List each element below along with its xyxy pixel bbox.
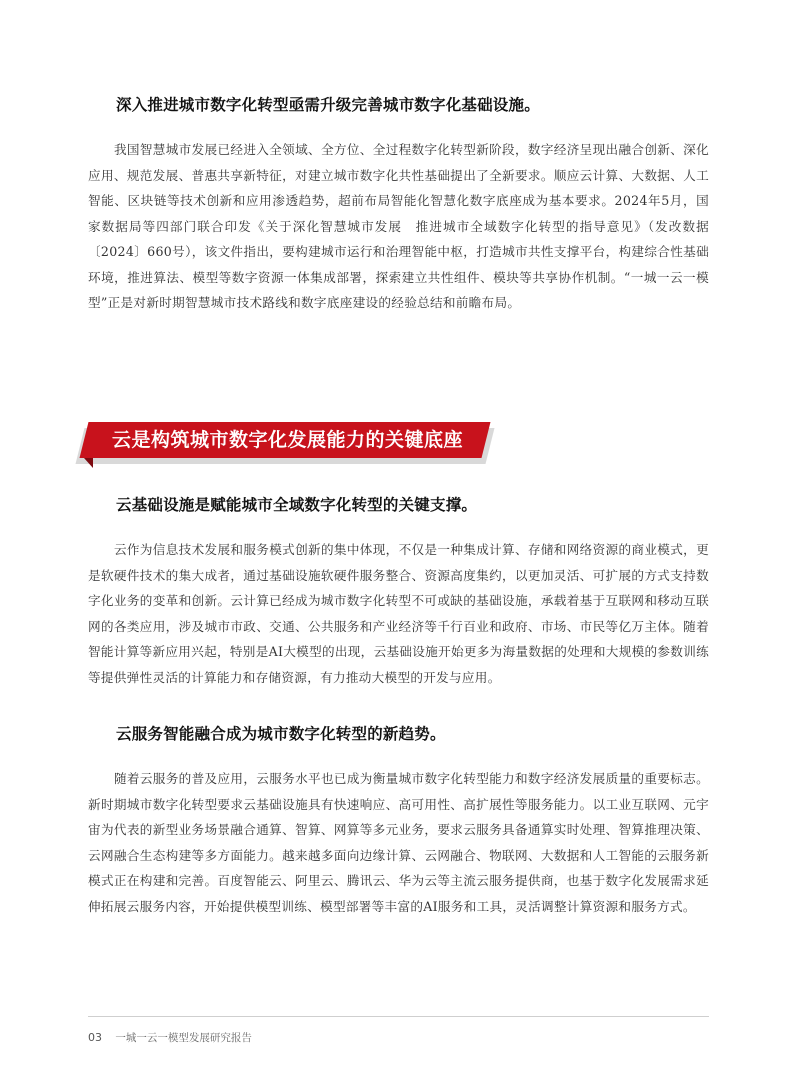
banner-fold — [84, 458, 93, 468]
section-heading-digital-infrastructure: 深入推进城市数字化转型亟需升级完善城市数字化基础设施。 — [116, 96, 540, 114]
banner-title: 云是构筑城市数字化发展能力的关键底座 — [112, 429, 464, 451]
section-heading-cloud-infrastructure: 云基础设施是赋能城市全域数字化转型的关键支撑。 — [116, 496, 478, 514]
section-paragraph-digital-infrastructure: 我国智慧城市发展已经进入全领域、全方位、全过程数字化转型新阶段，数字经济呈现出融合创新、深化应用、规范发展、普惠共享新特征，对建立城市数字化共性基础提出了全新要求。顺应云计算、大数据、人工智能、区块链等技术创新和应用渗透趋势，超前布局智能化智慧化数字底座成为基本要求。2024年5月，国家数据局等四部门联合印发《关于深化智慧城市发展 推进城市全域数字化转型的指导意见》（发改数据〔2024〕660号），该文件指出，要构建城市运行和治理智能中枢，打造城市共性支撑平台，构建综合性基础环境，推进算法、模型等数字资源一体集成部署，探索建立共性组件、模块等共享协作机制。“一城一云一模型”正是对新时期智慧城市技术路线和数字底座建设的经验总结和前瞻布局。 — [88, 142, 709, 310]
footer-divider — [88, 1016, 709, 1017]
report-title: 一城一云一模型发展研究报告 — [115, 1032, 252, 1044]
section-paragraph-cloud-services: 随着云服务的普及应用，云服务水平也已成为衡量城市数字化转型能力和数字经济发展质量的重要标志。新时期城市数字化转型要求云基础设施具有快速响应、高可用性、高扩展性等服务能力。以工业互联网、元宇宙为代表的新型业务场景融合通算、智算、网算等多元业务，要求云服务具备通算实时处理、智算推理决策、云网融合生态构建等多方面能力。越来越多面向边缘计算、云网融合、物联网、大数据和人工智能的云服务新模式正在构建和完善。百度智能云、阿里云、腾讯云、华为云等主流云服务提供商，也基于数字化发展需求延伸拓展云服务内容，开始提供模型训练、模型部署等丰富的AI服务和工具，灵活调整计算资源和服务方式。 — [88, 771, 709, 914]
section-paragraph-cloud-infrastructure: 云作为信息技术发展和服务模式创新的集中体现，不仅是一种集成计算、存储和网络资源的商业模式，更是软硬件技术的集大成者，通过基础设施软硬件服务整合、资源高度集约，以更加灵活、可扩展的方式支持数字化业务的变革和创新。云计算已经成为城市数字化转型不可或缺的基础设施，承载着基于互联网和移动互联网的各类应用，涉及城市市政、交通、公共服务和产业经济等千行百业和政府、市场、市民等亿万主体。随着智能计算等新应用兴起，特别是AI大模型的出现，云基础设施开始更多为海量数据的处理和大规模的参数训练等提供弹性灵活的计算能力和存储资源，有力推动大模型的开发与应用。 — [88, 542, 709, 685]
page-number: 03 — [88, 1031, 102, 1044]
page-footer — [88, 1030, 252, 1045]
section-heading-cloud-services: 云服务智能融合成为城市数字化转型的新趋势。 — [116, 725, 446, 743]
